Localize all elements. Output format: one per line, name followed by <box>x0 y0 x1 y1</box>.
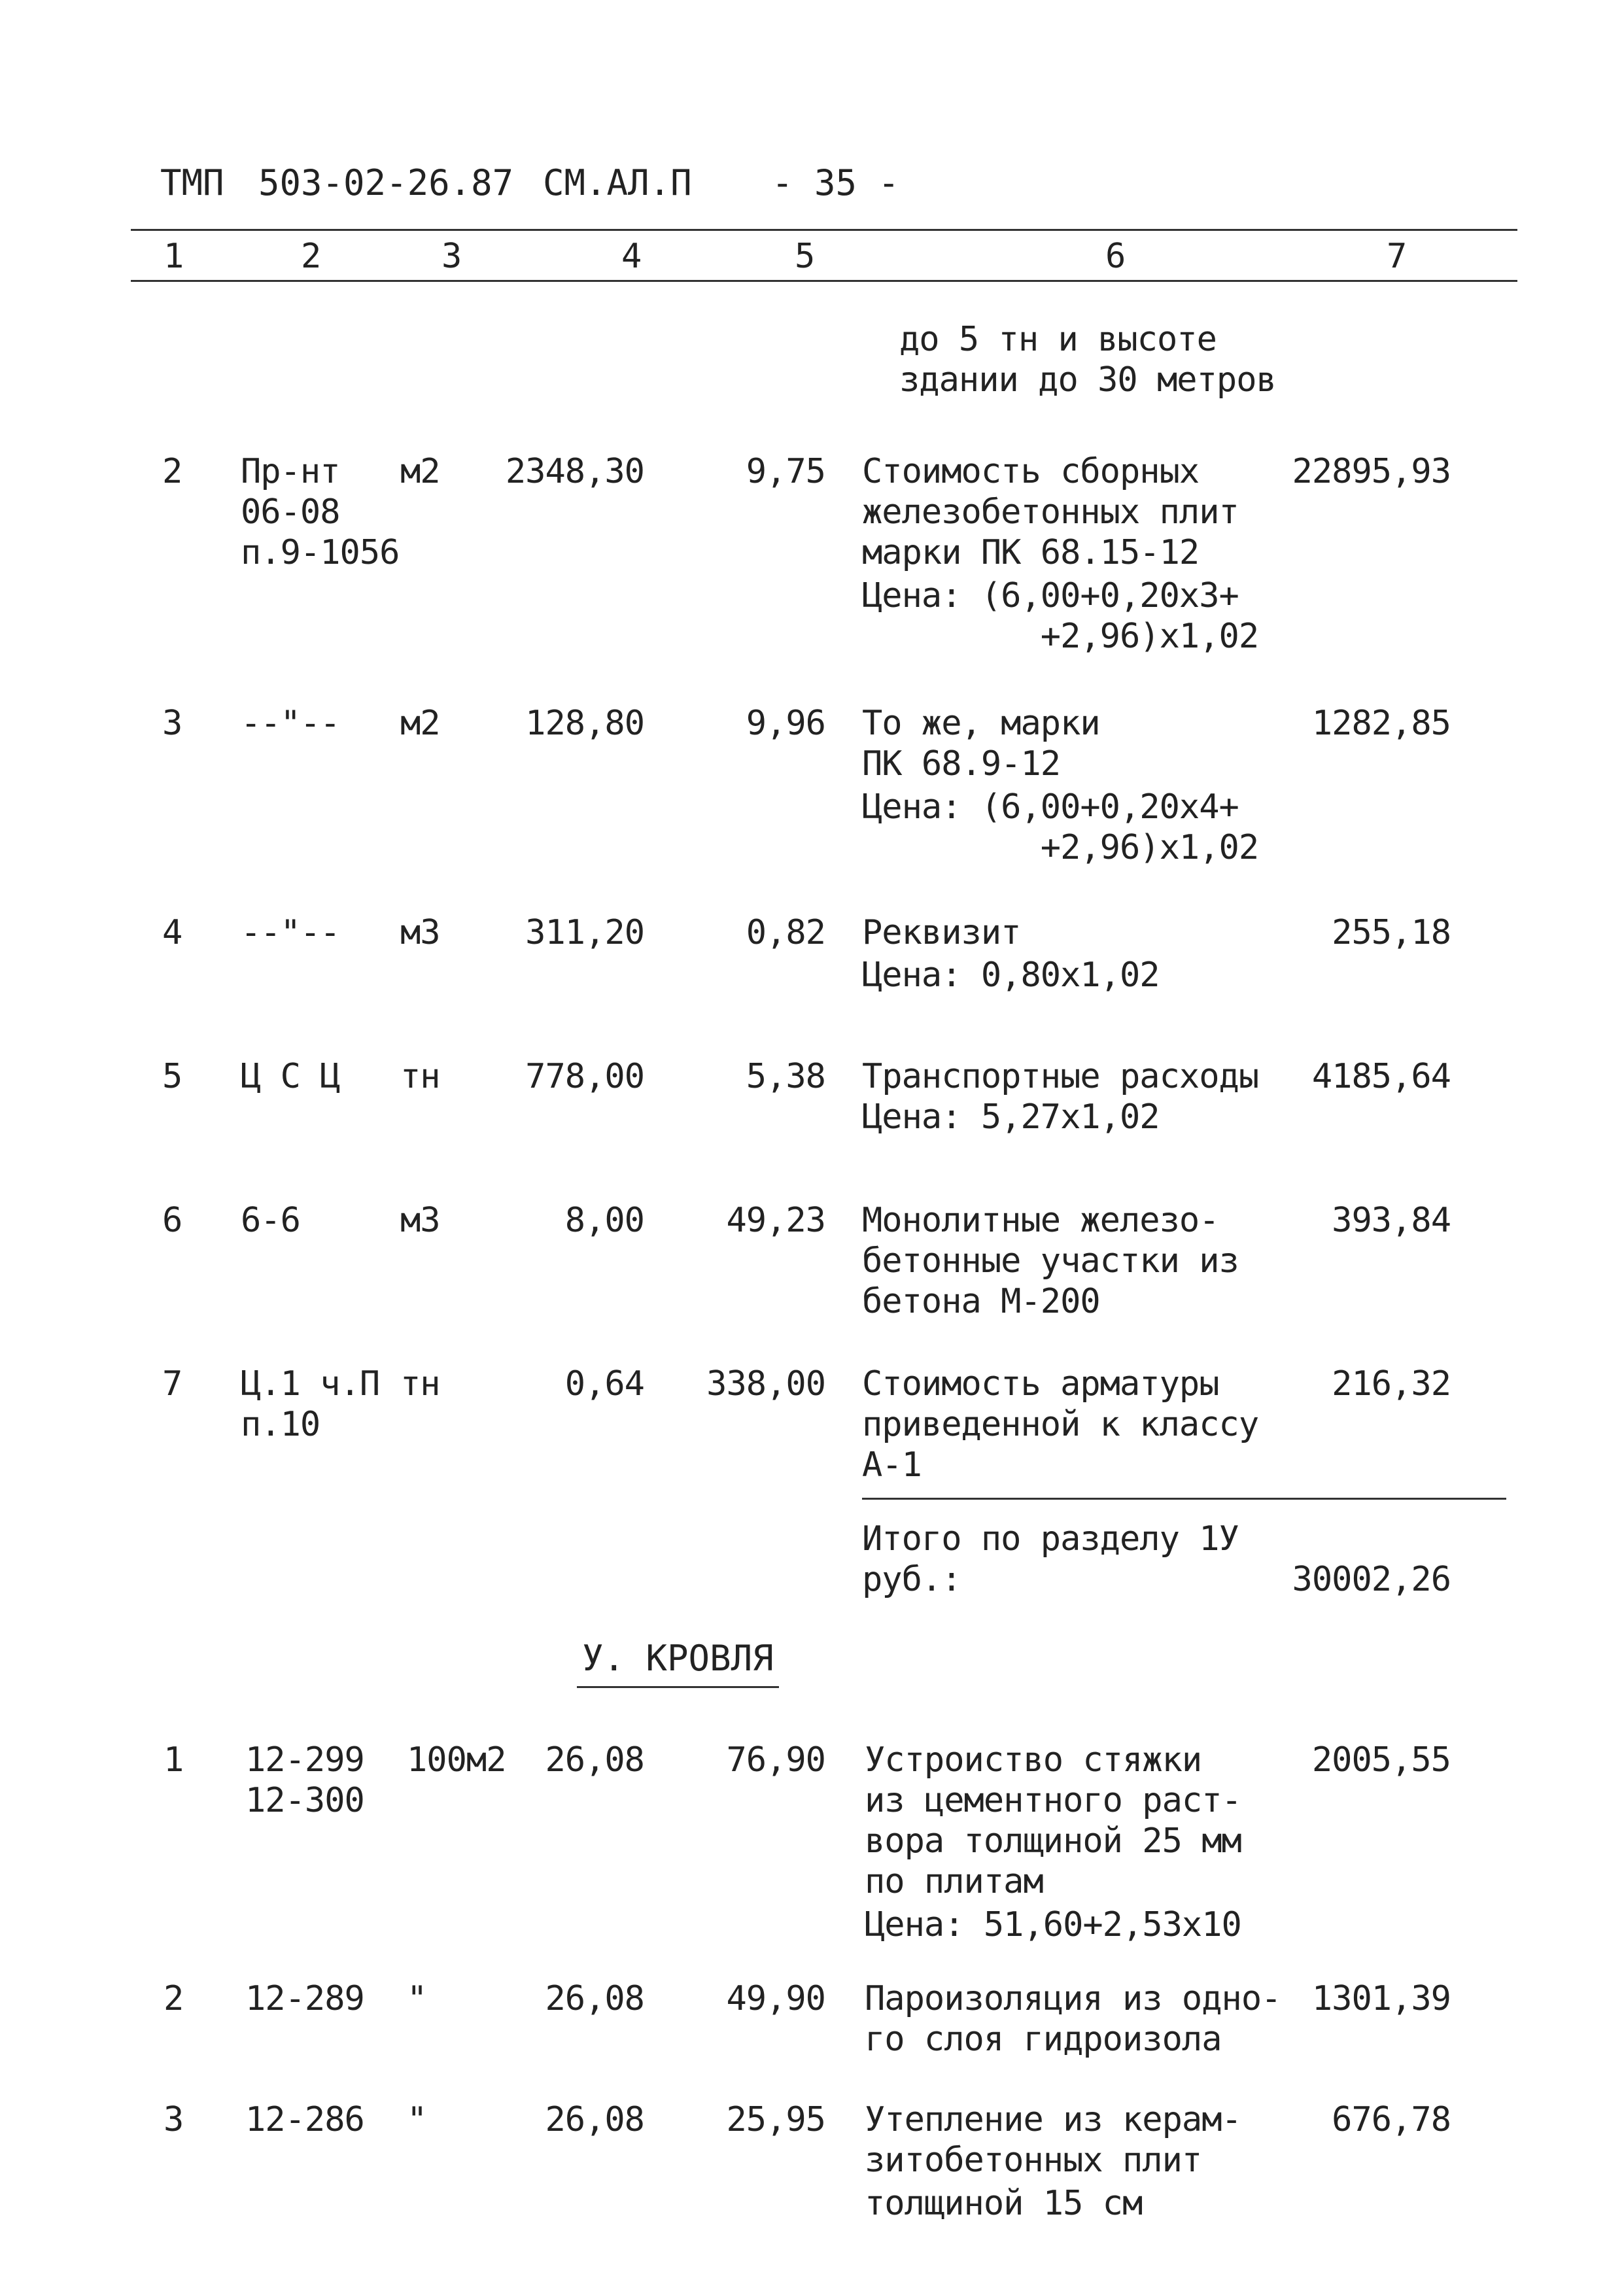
continuation-line: здании до 30 метров <box>899 360 1276 400</box>
doc-number: 503-02-26.87 <box>258 162 514 203</box>
header-rule-bottom <box>131 280 1517 282</box>
row-no: 2 <box>164 1979 184 2018</box>
row-unit: м3 <box>400 913 440 952</box>
row-total: 4185,64 <box>1311 1057 1451 1096</box>
subtotal-label: руб.: <box>862 1560 961 1599</box>
row-desc: вора толщиной 25 мм <box>865 1821 1241 1861</box>
row-no: 7 <box>162 1364 182 1404</box>
row-unit: тн <box>400 1057 440 1096</box>
row-total: 255,18 <box>1332 913 1451 952</box>
subtotal-value: 30002,26 <box>1292 1560 1451 1599</box>
row-price: 0,82 <box>746 913 825 952</box>
row-desc: из цементного раст- <box>865 1781 1241 1820</box>
row-price: 9,96 <box>746 704 825 743</box>
row-no: 1 <box>164 1740 184 1780</box>
row-code: --"-- <box>241 913 340 952</box>
row-desc: Стоимость арматуры <box>862 1364 1219 1404</box>
row-unit: " <box>407 2100 427 2139</box>
page-number: - 35 - <box>772 162 900 203</box>
row-code: 12-289 <box>245 1979 364 2018</box>
row-qty: 0,64 <box>564 1364 644 1404</box>
row-price: 76,90 <box>726 1740 825 1780</box>
row-formula: Цена: (6,00+0,20х3+ <box>862 576 1239 615</box>
row-code: п.9-1056 <box>241 533 400 572</box>
row-code: --"-- <box>241 704 340 743</box>
row-no: 3 <box>162 704 182 743</box>
row-no: 5 <box>162 1057 182 1096</box>
row-qty: 128,80 <box>525 704 644 743</box>
continuation-line: до 5 тн и высоте <box>899 320 1217 359</box>
row-price: 49,23 <box>726 1201 825 1240</box>
row-desc: Пароизоляция из одно- <box>865 1979 1281 2018</box>
row-code: 12-286 <box>245 2100 364 2139</box>
row-desc: Транспортные расходы <box>862 1057 1259 1096</box>
col-num-5: 5 <box>795 237 816 276</box>
row-desc: по плитам <box>865 1862 1043 1901</box>
doc-code: ТМП <box>160 162 224 203</box>
row-desc: ПК 68.9-12 <box>862 744 1061 784</box>
row-desc: приведенной к классу <box>862 1405 1259 1444</box>
row-desc: марки ПК 68.15-12 <box>862 533 1200 572</box>
row-price: 338,00 <box>706 1364 825 1404</box>
row-price: 49,90 <box>726 1979 825 2018</box>
row-code: Ц.1 ч.П <box>241 1364 380 1404</box>
row-total: 1282,85 <box>1311 704 1451 743</box>
row-code: 06-08 <box>241 492 340 532</box>
row-total: 2005,55 <box>1311 1740 1451 1780</box>
row-formula: +2,96)х1,02 <box>862 828 1259 867</box>
row-desc: Цена: 51,60+2,53х10 <box>865 1905 1241 1944</box>
row-qty: 26,08 <box>545 2100 644 2139</box>
row-total: 22895,93 <box>1292 452 1451 491</box>
row-desc: зитобетонных плит <box>865 2141 1202 2180</box>
row-desc: Цена: 0,80х1,02 <box>862 956 1160 995</box>
row-desc: Утепление из керам- <box>865 2100 1241 2139</box>
row-qty: 778,00 <box>525 1057 644 1096</box>
doc-album: СМ.АЛ.П <box>543 162 692 203</box>
row-no: 3 <box>164 2100 184 2139</box>
row-no: 6 <box>162 1201 182 1240</box>
row-desc: Цена: 5,27х1,02 <box>862 1097 1160 1137</box>
col-num-2: 2 <box>301 237 322 276</box>
row-no: 4 <box>162 913 182 952</box>
row-desc: Монолитные железо- <box>862 1201 1219 1240</box>
row-formula: Цена: (6,00+0,20х4+ <box>862 787 1239 827</box>
header-rule-top <box>131 229 1517 231</box>
row-formula: +2,96)х1,02 <box>862 617 1259 656</box>
row-code: 6-6 <box>241 1201 300 1240</box>
row-unit: тн <box>400 1364 440 1404</box>
col-num-6: 6 <box>1105 237 1126 276</box>
row-unit: м2 <box>400 704 440 743</box>
row-code: п.10 <box>241 1405 320 1444</box>
row-total: 216,32 <box>1332 1364 1451 1404</box>
row-code: 12-299 <box>245 1740 364 1780</box>
row-qty: 2348,30 <box>505 452 644 491</box>
row-desc: железобетонных плит <box>862 492 1239 532</box>
subtotal-label: Итого по разделу 1У <box>862 1519 1239 1559</box>
row-unit: м2 <box>400 452 440 491</box>
row-total: 1301,39 <box>1311 1979 1451 2018</box>
row-qty: 26,08 <box>545 1979 644 2018</box>
row-desc: То же, марки <box>862 704 1100 743</box>
row-qty: 8,00 <box>564 1201 644 1240</box>
row-code: 12-300 <box>245 1781 364 1820</box>
row-total: 676,78 <box>1332 2100 1451 2139</box>
row-desc: Реквизит <box>862 913 1021 952</box>
row-qty: 26,08 <box>545 1740 644 1780</box>
row-code: Ц С Ц <box>241 1057 340 1096</box>
row-no: 2 <box>162 452 182 491</box>
row-desc: го слоя гидроизола <box>865 2020 1222 2059</box>
row-unit: 100м2 <box>407 1740 506 1780</box>
row-total: 393,84 <box>1332 1201 1451 1240</box>
row-code: Пр-нт <box>241 452 340 491</box>
row-unit: " <box>407 1979 427 2018</box>
row-desc: Стоимость сборных <box>862 452 1200 491</box>
row-desc: толщиной 15 см <box>865 2184 1143 2223</box>
col-num-4: 4 <box>621 237 642 276</box>
col-num-3: 3 <box>441 237 462 276</box>
row-desc: бетона М-200 <box>862 1282 1100 1321</box>
row-unit: м3 <box>400 1201 440 1240</box>
row-price: 5,38 <box>746 1057 825 1096</box>
col-num-7: 7 <box>1387 237 1408 276</box>
row-price: 25,95 <box>726 2100 825 2139</box>
row-price: 9,75 <box>746 452 825 491</box>
row-qty: 311,20 <box>525 913 644 952</box>
col-num-1: 1 <box>164 237 184 276</box>
row-desc: бетонные участки из <box>862 1241 1239 1281</box>
row-desc: А-1 <box>862 1445 922 1485</box>
row-desc: Устроиство стяжки <box>865 1740 1202 1780</box>
section-title: У. КРОВЛЯ <box>582 1638 774 1679</box>
subtotal-rule <box>862 1498 1506 1500</box>
